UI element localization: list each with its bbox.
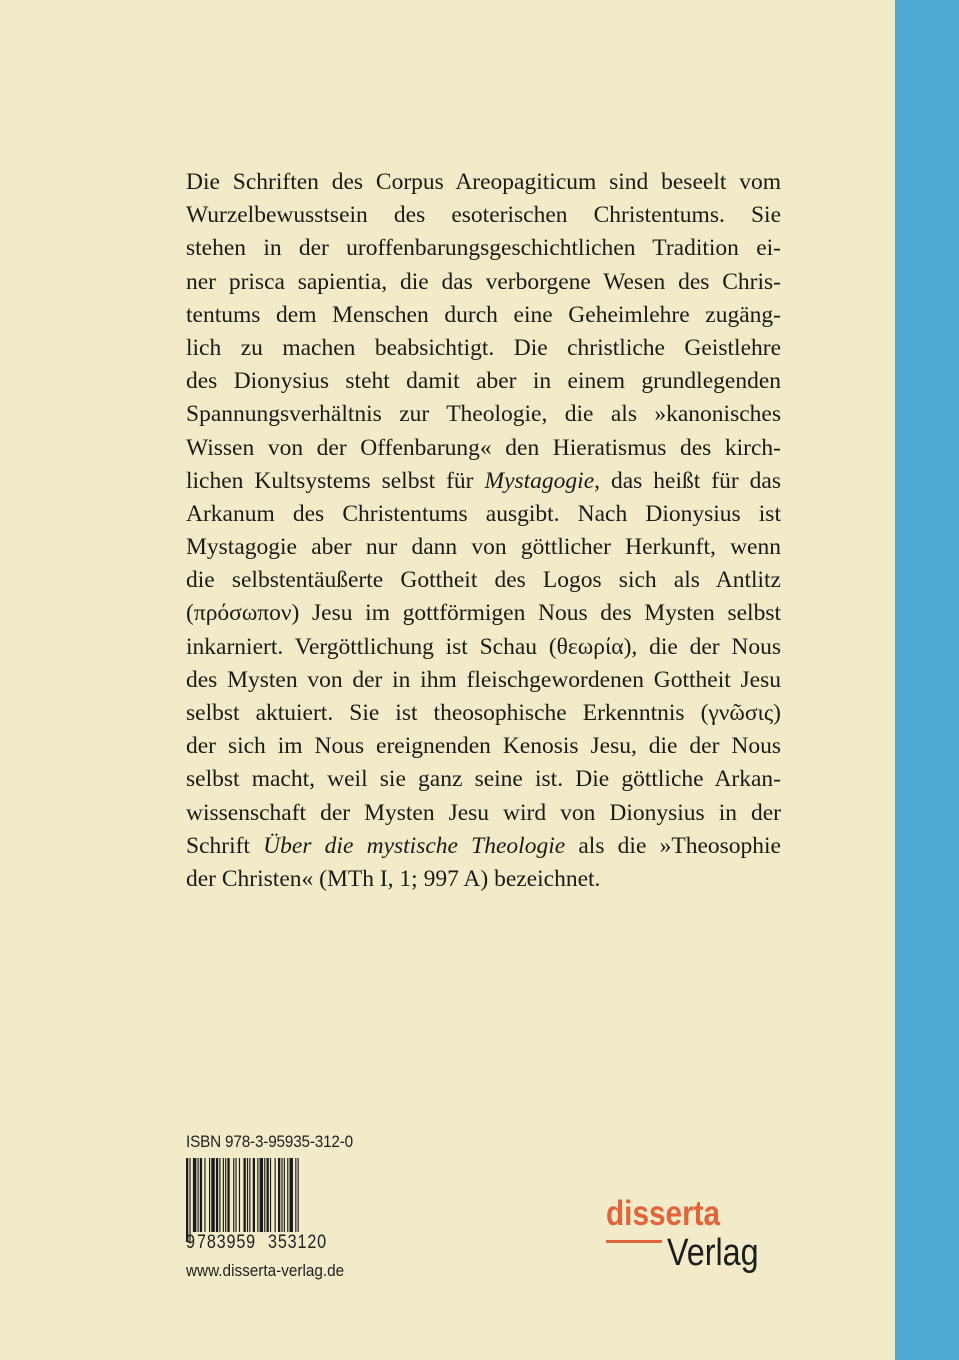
barcode-bar: [244, 1158, 246, 1242]
blurb-line: [186, 465, 781, 498]
blurb-text: stehen in der uroffenbarungsgeschichtlichen Tradition ei-: [186, 235, 781, 262]
barcode-bar: [204, 1158, 205, 1232]
blurb-line: [186, 299, 781, 332]
blurb-line: [186, 365, 781, 398]
barcode-bar: [227, 1158, 229, 1232]
barcode-bar: [264, 1158, 265, 1232]
blurb-line: [186, 631, 781, 664]
barcode-bar: [219, 1158, 220, 1232]
barcode-bar: [284, 1158, 285, 1232]
blurb-line: [186, 332, 781, 365]
blurb-text: selbst macht, weil sie ganz seine ist. Die göttliche Arkan-: [186, 766, 781, 793]
blurb-line: [186, 697, 781, 730]
spine-color-strip: [895, 0, 959, 1360]
barcode-bar: [211, 1158, 214, 1232]
barcode-bar: [189, 1158, 190, 1242]
italic-title: Über die mystische Theologie: [263, 832, 566, 859]
isbn-barcode: [186, 1158, 340, 1242]
barcode-bar: [275, 1158, 276, 1232]
blurb-text: wissenschaft der Mysten Jesu wird von Dionysius in der: [186, 799, 781, 826]
barcode-bar: [295, 1158, 296, 1232]
blurb-text: Schrift: [186, 832, 264, 859]
barcode-bar: [216, 1158, 218, 1232]
blurb-text: als die »Theosophie: [565, 832, 781, 859]
barcode-bar: [186, 1158, 188, 1242]
barcode-bar: [290, 1158, 293, 1232]
blurb-text: Die Schriften des Corpus Areopagiticum sind beseelt vom: [186, 169, 781, 195]
blurb-line: [186, 730, 781, 763]
blurb-line: [186, 664, 781, 697]
barcode-bar: [298, 1158, 299, 1242]
blurb-line: [186, 498, 781, 531]
blurb-line: [186, 830, 781, 863]
barcode-bar: [200, 1158, 202, 1232]
barcode-bar: [281, 1158, 282, 1232]
blurb-text: Mystagogie aber nur dann von göttlicher Herkunft, wenn: [186, 534, 781, 561]
blurb-line: [186, 597, 781, 630]
blurb-text: lichen Kultsystems selbst für: [186, 467, 485, 494]
barcode-bar: [278, 1158, 280, 1232]
blurb-text: Wurzelbewusstsein des esoterischen Christentums. Sie: [186, 202, 781, 229]
blurb-line: [186, 531, 781, 564]
blurb-line: [186, 266, 781, 299]
logo-underline: [606, 1240, 662, 1243]
blurb-text: tentums dem Menschen durch eine Geheimlehre zugäng-: [186, 301, 781, 328]
blurb-text: des Dionysius steht damit aber in einem grundlegenden: [186, 368, 781, 395]
logo-verlag: Verlag: [667, 1232, 759, 1274]
back-cover-blurb: [186, 166, 781, 896]
barcode-digits-left: 783959: [197, 1232, 256, 1253]
publisher-url: www.disserta-verlag.de: [186, 1261, 345, 1280]
barcode-bar: [253, 1158, 255, 1232]
blurb-text: lich zu machen beabsichtigt. Die christliche Geistlehre: [186, 334, 781, 361]
blurb-text: selbst aktuiert. Sie ist theosophische Erkenntnis (γνῶσις): [186, 700, 781, 726]
barcode-bar: [209, 1158, 210, 1232]
barcode-bar: [239, 1158, 240, 1232]
blurb-text: ner prisca sapientia, die das verborgene Wesen des Chris-: [186, 268, 781, 295]
blurb-line: [186, 797, 781, 830]
blurb-line: [186, 863, 781, 896]
barcode-bar: [235, 1158, 236, 1232]
blurb-text: Wissen von der Offenbarung« den Hieratismus des kirch-: [186, 434, 781, 461]
barcode-bar: [287, 1158, 288, 1232]
isbn-label: ISBN 978-3-95935-312-0: [186, 1132, 354, 1151]
blurb-text: Spannungsverhältnis zur Theologie, die als »kanonisches: [186, 401, 781, 428]
blurb-text: (πρόσωπον) Jesu im gottförmigen Nous des Mysten selbst: [186, 600, 781, 627]
barcode-bar: [267, 1158, 269, 1232]
blurb-text: inkarniert. Vergöttlichung ist Schau (θεωρία), die der Nous: [186, 633, 781, 660]
barcode-digits-right: 353120: [268, 1232, 327, 1253]
barcode-bar: [223, 1158, 224, 1232]
barcode-lead-digit: 9: [186, 1232, 195, 1253]
barcode-bar: [247, 1158, 248, 1232]
blurb-text: die selbstentäußerte Gottheit des Logos sich als Antlitz: [186, 567, 781, 594]
blurb-line: [186, 166, 781, 199]
logo-disserta: disserta: [606, 1194, 721, 1233]
barcode-bar: [260, 1158, 263, 1232]
blurb-line: [186, 564, 781, 597]
barcode-bar: [233, 1158, 234, 1232]
barcode-bar: [225, 1158, 226, 1232]
barcode-bar: [198, 1158, 199, 1232]
barcode-bar: [193, 1158, 196, 1232]
blurb-text: Arkanum des Christentums ausgibt. Nach Dionysius ist: [186, 500, 781, 527]
italic-title: Mystagogie: [484, 467, 595, 494]
barcode-bar: [257, 1158, 258, 1232]
blurb-text: der sich im Nous ereignenden Kenosis Jesu, die der Nous: [186, 733, 781, 760]
blurb-line: [186, 199, 781, 232]
blurb-line: [186, 232, 781, 265]
blurb-line: [186, 398, 781, 431]
barcode-bar: [270, 1158, 271, 1232]
blurb-text: , das heißt für das: [594, 467, 781, 494]
blurb-line: [186, 763, 781, 796]
blurb-line: [186, 432, 781, 465]
blurb-text: des Mysten von der in ihm fleischgewordenen Gottheit Jesu: [186, 666, 781, 693]
blurb-text: der Christen« (MTh I, 1; 997 A) bezeichnet.: [186, 865, 601, 892]
barcode-bar: [249, 1158, 250, 1232]
